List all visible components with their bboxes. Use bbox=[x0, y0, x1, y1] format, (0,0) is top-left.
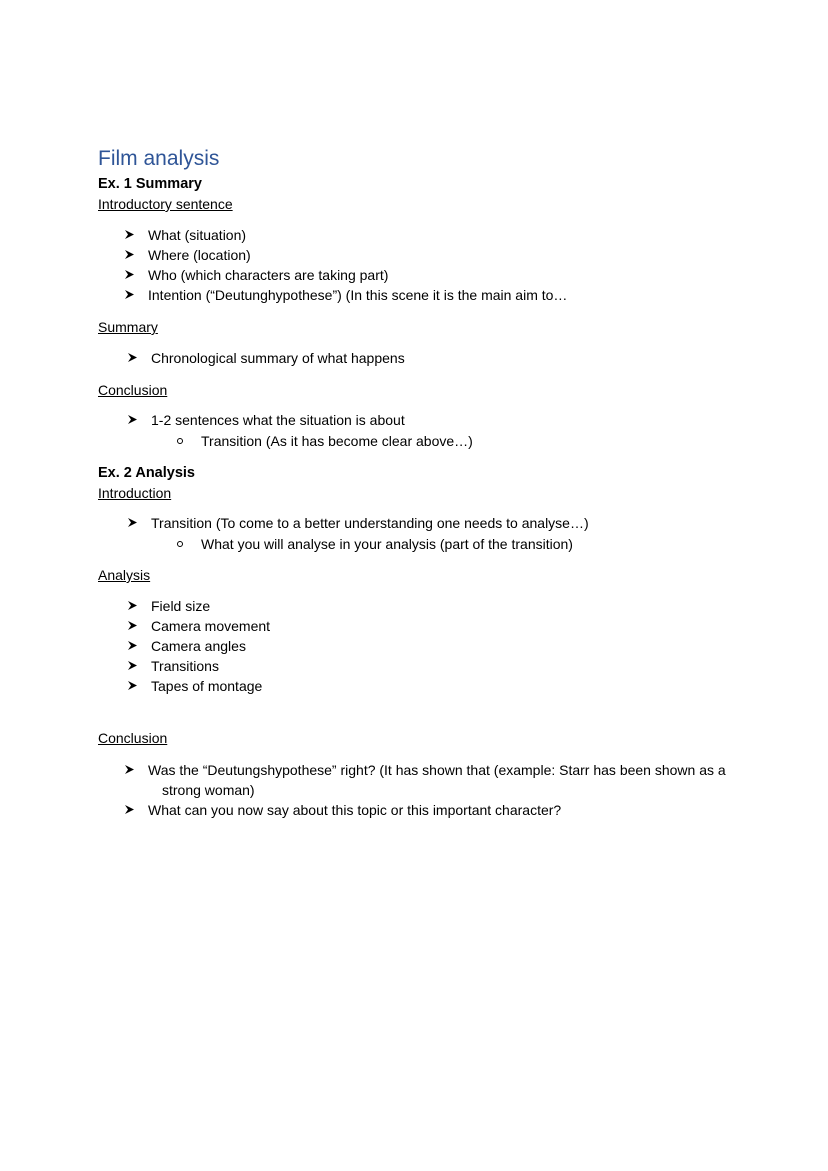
list-subitem: Transition (As it has become clear above…) bbox=[201, 433, 473, 449]
list-item: Intention (“Deutunghypothese”) (In this scene it is the main aim to… bbox=[148, 287, 568, 303]
list-item: What can you now say about this topic or this important character? bbox=[148, 802, 562, 818]
arrow-bullet-icon bbox=[127, 660, 138, 671]
list-item-continuation: strong woman) bbox=[162, 782, 255, 798]
ex1-heading: Ex. 1 Summary bbox=[98, 176, 202, 192]
analysis-label: Analysis bbox=[98, 567, 151, 583]
list-item: Camera angles bbox=[151, 638, 246, 654]
list-item: Where (location) bbox=[148, 247, 251, 263]
arrow-bullet-icon bbox=[124, 269, 135, 280]
arrow-bullet-icon bbox=[127, 620, 138, 631]
list-subitem: What you will analyse in your analysis (part of the transition) bbox=[201, 536, 573, 552]
arrow-bullet-icon bbox=[127, 640, 138, 651]
list-item: What (situation) bbox=[148, 227, 247, 243]
arrow-bullet-icon bbox=[127, 414, 138, 425]
arrow-bullet-icon bbox=[127, 352, 138, 363]
arrow-bullet-icon bbox=[127, 517, 138, 528]
conclusion-label: Conclusion bbox=[98, 382, 168, 398]
list-item: Transition (To come to a better understanding one needs to analyse…) bbox=[151, 515, 589, 531]
list-item: 1-2 sentences what the situation is about bbox=[151, 412, 405, 428]
arrow-bullet-icon bbox=[124, 249, 135, 260]
summary-label: Summary bbox=[98, 319, 158, 335]
list-item: Tapes of montage bbox=[151, 678, 263, 694]
list-item: Was the “Deutungshypothese” right? (It has shown that (example: Starr has been shown as a bbox=[148, 762, 726, 778]
list-item: Camera movement bbox=[151, 618, 271, 634]
arrow-bullet-icon bbox=[124, 229, 135, 240]
arrow-bullet-icon bbox=[124, 289, 135, 300]
arrow-bullet-icon bbox=[127, 680, 138, 691]
document-title: Film analysis bbox=[98, 147, 220, 170]
circle-bullet-icon bbox=[177, 541, 183, 547]
circle-bullet-icon bbox=[177, 438, 183, 444]
arrow-bullet-icon bbox=[124, 764, 135, 775]
arrow-bullet-icon bbox=[127, 600, 138, 611]
ex2-heading: Ex. 2 Analysis bbox=[98, 465, 195, 481]
list-item: Field size bbox=[151, 598, 211, 614]
list-item: Transitions bbox=[151, 658, 219, 674]
conclusion-label: Conclusion bbox=[98, 730, 168, 746]
introduction-label: Introduction bbox=[98, 485, 172, 501]
list-item: Chronological summary of what happens bbox=[151, 350, 405, 366]
arrow-bullet-icon bbox=[124, 804, 135, 815]
list-item: Who (which characters are taking part) bbox=[148, 267, 389, 283]
introductory-sentence-label: Introductory sentence bbox=[98, 196, 233, 212]
